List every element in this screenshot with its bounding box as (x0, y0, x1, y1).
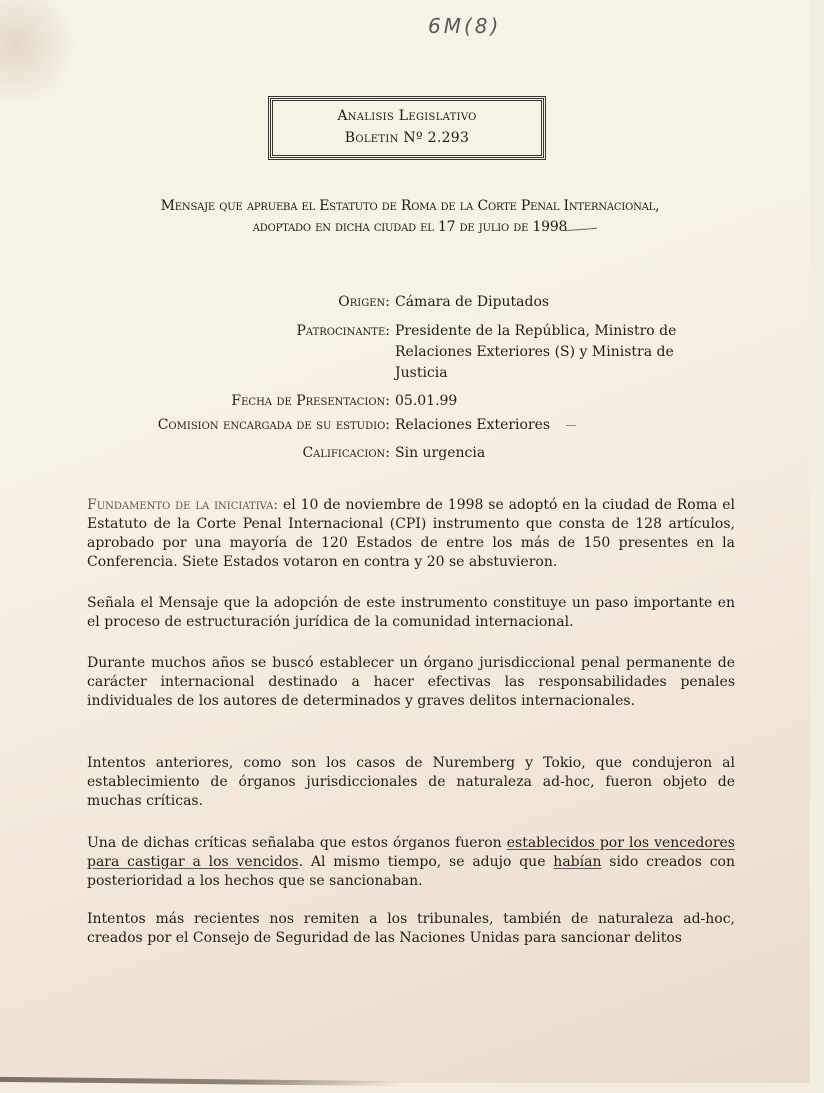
metadata-value: Presidente de la República, Ministro de Relaciones Exteriores (S) y Ministra de Justicia (395, 323, 677, 381)
paragraph-text: Una de dichas críticas señalaba que estos órganos fueron (87, 835, 507, 851)
paragraph-label: Fundamento de la iniciativa: (87, 497, 279, 513)
metadata-value: Relaciones Exteriores (395, 417, 551, 433)
paragraph-organo: Durante muchos años se buscó establecer un órgano jurisdiccional penal permanente de carácter internacional destinado a hacer efectivas las responsabilidades penales individuales de los autores de determinados y graves delitos internacionales. (87, 655, 735, 709)
metadata-value: Sin urgencia (395, 445, 486, 461)
title-line-analisis: Analisis Legislativo (337, 108, 477, 124)
metadata-label: Patrocinante: (296, 323, 390, 339)
title-line-boletin: Boletin Nº 2.293 (344, 130, 470, 146)
paragraph-intentos-recientes: Intentos más recientes nos remiten a los tribunales, también de naturaleza ad-hoc, creados por el Consejo de Seguridad de las Naciones Unidas para sancionar delitos (87, 911, 735, 946)
document-heading (60, 196, 760, 238)
heading-line-2: adoptado en dicha ciudad el 17 de julio de 1998 (252, 219, 568, 235)
paragraph-fundamento (87, 496, 735, 572)
page-edge-shadow (0, 1077, 400, 1086)
paragraph-mensaje: Señala el Mensaje que la adopción de este instrumento constituye un paso importante en el proceso de estructuración jurídica de la comunidad internacional. (87, 595, 735, 630)
handwritten-reference: 6M(8) (428, 14, 502, 38)
underlined-phrase: establecidos por los vencedores para castigar a los vencidos (87, 835, 735, 870)
paragraph-criticas (87, 834, 735, 891)
metadata-value: Cámara de Diputados (395, 294, 550, 310)
paragraph-intentos-anteriores: Intentos anteriores, como son los casos de Nuremberg y Tokio, que condujeron al establecimiento de órganos jurisdiccionales de naturaleza ad-hoc, fueron objeto de muchas críticas. (87, 755, 735, 809)
metadata-label: Fecha de Presentacion: (231, 393, 390, 409)
metadata-label: Comision encargada de su estudio: (157, 417, 390, 433)
metadata-label: Calificacion: (302, 445, 390, 461)
metadata-label: Origen: (338, 294, 390, 310)
pencil-mark (566, 425, 576, 426)
paragraph-text: el 10 de noviembre de 1998 se adoptó en la ciudad de Roma el Estatuto de la Corte Penal Internacional (CPI) instrumento que consta de 128 artículos, aprobado por una mayoría de 120 Estados de entre los más de 150 presentes en la Conferencia. Siete Estados votaron en contra y 20 se abstuvieron. (87, 497, 735, 570)
scan-margin (810, 0, 824, 1093)
underlined-word: habían (553, 854, 602, 870)
paragraph-text: sido creados con posterioridad a los hechos que se sancionaban. (87, 854, 735, 889)
heading-line-1: Mensaje que aprueba el Estatuto de Roma de la Corte Penal Internacional, (160, 198, 660, 214)
paper-stain (0, 0, 80, 110)
title-box (270, 98, 544, 158)
metadata-value: 05.01.99 (395, 393, 458, 409)
paragraph-text: . Al mismo tiempo, se adujo que (298, 854, 554, 870)
